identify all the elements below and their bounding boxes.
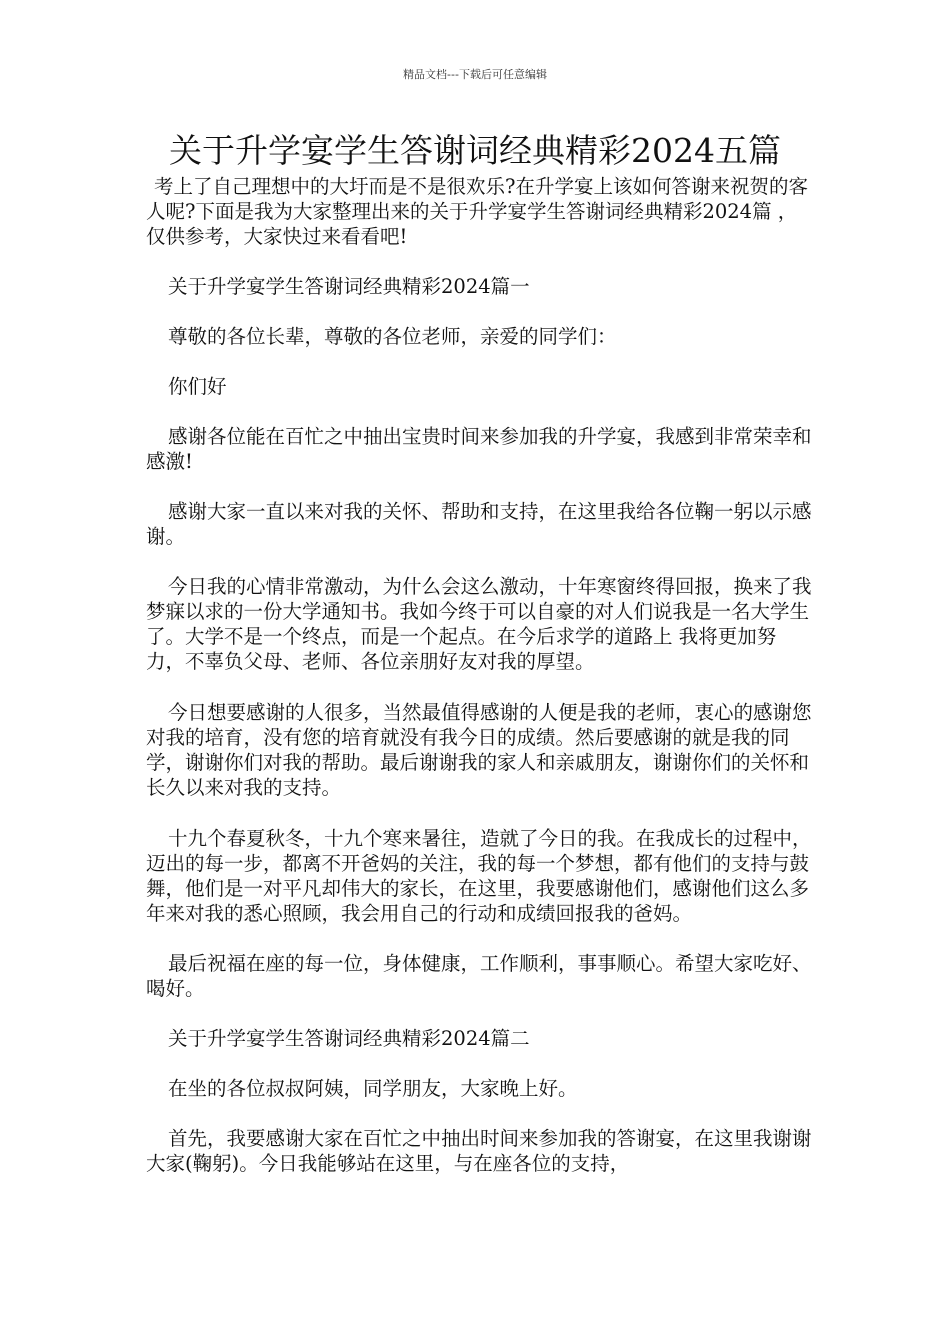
document-title: 关于升学宴学生答谢词经典精彩2024五篇 <box>169 131 781 170</box>
body-paragraph: 感谢各位能在百忙之中抽出宝贵时间来参加我的升学宴，我感到非常荣幸和感激! <box>146 425 812 473</box>
intro-paragraph: 考上了自己理想中的大圩而是不是很欢乐?在升学宴上该如何答谢来祝贺的客人呢?下面是我为大家整理出来的关于升学宴学生答谢词经典精彩2024篇 ，仅供参考，大家快过来看看吧! <box>146 175 808 248</box>
section-heading-1: 关于升学宴学生答谢词经典精彩2024篇一 <box>168 275 530 298</box>
section-heading-2: 关于升学宴学生答谢词经典精彩2024篇二 <box>168 1027 530 1050</box>
body-paragraph: 十九个春夏秋冬，十九个寒来暑往，造就了今日的我。在我成长的过程中，迈出的每一步，都离不开爸妈的关注，我的每一个梦想，都有他们的支持与鼓舞，他们是一对平凡却伟大的家长，在这里，我要感谢他们，感谢他们这么多年来对我的悉心照顾，我会用自己的行动和成绩回报我的爸妈。 <box>146 827 812 925</box>
body-paragraph: 首先，我要感谢大家在百忙之中抽出时间来参加我的答谢宴，在这里我谢谢大家(鞠躬)。今日我能够站在这里，与在座各位的支持， <box>146 1127 812 1175</box>
body-paragraph: 感谢大家一直以来对我的关怀、帮助和支持，在这里我给各位鞠一躬以示感谢。 <box>146 500 812 548</box>
greeting-paragraph: 你们好 <box>168 375 227 398</box>
salutation-paragraph: 在坐的各位叔叔阿姨，同学朋友，大家晚上好。 <box>168 1077 578 1100</box>
body-paragraph: 今日我的心情非常激动，为什么会这么激动，十年寒窗终得回报，换来了我梦寐以求的一份大学通知书。我如今终于可以自豪的对人们说我是一名大学生了。大学不是一个终点，而是一个起点。在今后求学的道路上 我将更加努力，不辜负父母、老师、各位亲朋好友对我的厚望。 <box>146 575 812 673</box>
body-paragraph: 今日想要感谢的人很多，当然最值得感谢的人便是我的老师，衷心的感谢您对我的培育，没有您的培育就没有我今日的成绩。然后要感谢的就是我的同学，谢谢你们对我的帮助。最后谢谢我的家人和亲戚朋友，谢谢你们的关怀和长久以来对我的支持。 <box>146 701 812 799</box>
salutation-paragraph: 尊敬的各位长辈，尊敬的各位老师，亲爱的同学们： <box>168 325 617 348</box>
page-header: 精品文档---下载后可任意编辑 <box>403 68 547 81</box>
document-body <box>146 174 812 1176</box>
body-paragraph: 最后祝福在座的每一位，身体健康，工作顺利，事事顺心。希望大家吃好、喝好。 <box>146 952 812 1000</box>
